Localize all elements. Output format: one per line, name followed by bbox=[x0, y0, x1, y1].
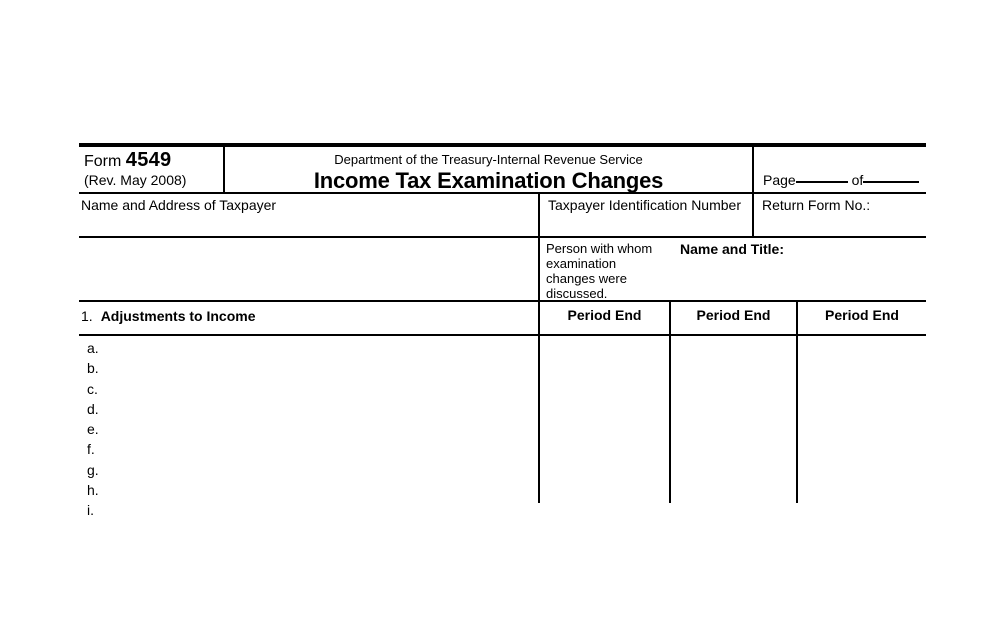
page-number-blank[interactable] bbox=[796, 181, 848, 183]
list-item[interactable]: b. bbox=[87, 360, 99, 376]
return-form-no-field[interactable] bbox=[754, 194, 926, 236]
return-form-no-label: Return Form No.: bbox=[762, 197, 871, 213]
page-number-cell bbox=[754, 147, 926, 192]
page-label: Page bbox=[763, 172, 796, 188]
form-number-value: 4549 bbox=[125, 149, 172, 171]
name-and-title-label: Name and Title: bbox=[680, 241, 784, 257]
list-item[interactable]: g. bbox=[87, 462, 99, 478]
adjustments-to-income-header bbox=[79, 302, 538, 334]
list-item[interactable]: e. bbox=[87, 421, 99, 437]
list-item[interactable]: d. bbox=[87, 401, 99, 417]
name-and-address-label: Name and Address of Taxpayer bbox=[81, 197, 277, 213]
section-label: Adjustments to Income bbox=[100, 308, 256, 324]
page-of-line bbox=[763, 172, 919, 188]
address-continuation-area[interactable] bbox=[79, 238, 538, 300]
adjustments-header-rule bbox=[79, 334, 926, 336]
form-word-label: Form bbox=[84, 153, 122, 170]
form-title-cell bbox=[225, 147, 752, 192]
taxpayer-identification-label: Taxpayer Identification Number bbox=[548, 197, 741, 213]
section-number: 1. bbox=[81, 308, 93, 324]
period-end-header-1: Period End bbox=[567, 307, 642, 323]
form-revision-date: (Rev. May 2008) bbox=[84, 172, 187, 188]
list-item[interactable]: a. bbox=[87, 340, 99, 356]
period-end-header-2: Period End bbox=[696, 307, 771, 323]
form-number-cell bbox=[79, 147, 223, 192]
agency-line: Department of the Treasury-Internal Revenue Service bbox=[334, 152, 643, 167]
page-of-label: of bbox=[851, 172, 864, 188]
name-and-address-field[interactable] bbox=[79, 194, 538, 236]
list-item[interactable]: f. bbox=[87, 441, 95, 457]
name-and-title-field[interactable] bbox=[672, 238, 926, 300]
page-total-blank[interactable] bbox=[863, 181, 919, 183]
form-number-line bbox=[84, 150, 223, 172]
list-item[interactable]: i. bbox=[87, 502, 94, 518]
list-item[interactable]: h. bbox=[87, 482, 99, 498]
list-item[interactable]: c. bbox=[87, 381, 98, 397]
page-title: Income Tax Examination Changes bbox=[313, 168, 664, 193]
taxpayer-identification-field[interactable] bbox=[540, 194, 752, 236]
irs-form-4549 bbox=[79, 143, 926, 518]
person-discussed-label: Person with whom examination changes were discussed. bbox=[546, 241, 653, 301]
period-end-header-3: Period End bbox=[825, 307, 899, 323]
